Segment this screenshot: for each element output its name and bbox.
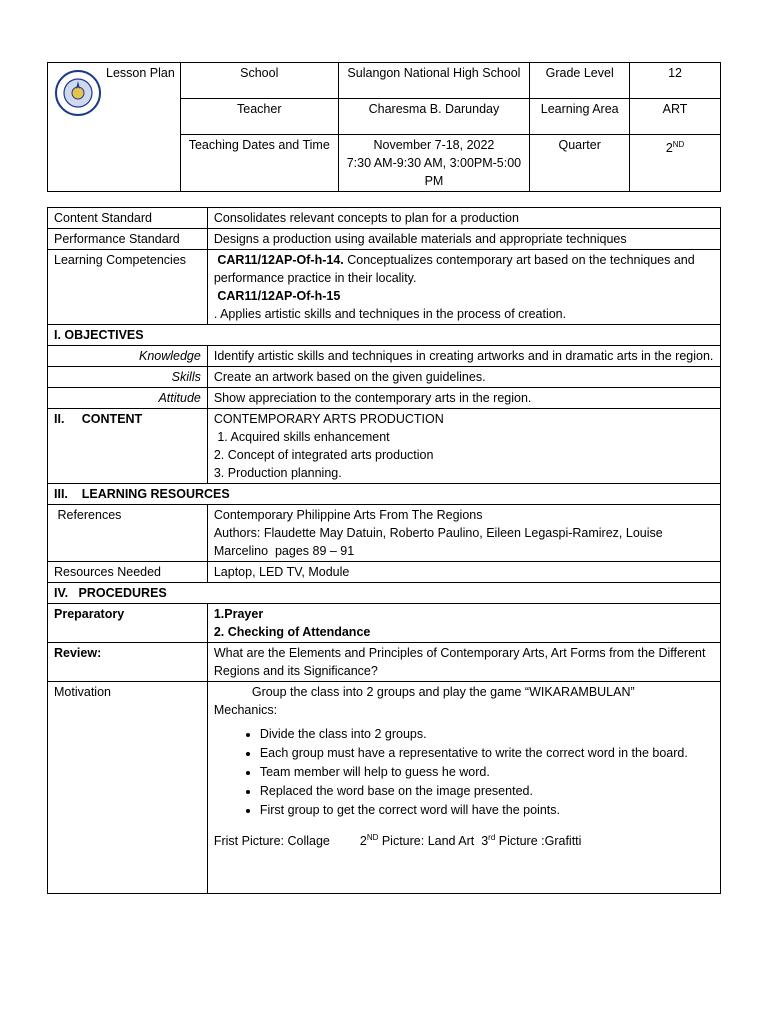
skills-value: Create an artwork based on the given guidelines. — [207, 367, 720, 388]
knowledge-label: Knowledge — [48, 346, 208, 367]
teacher-label: Teacher — [180, 99, 338, 135]
list-item: • First group to get the correct word will have the points. — [260, 801, 714, 819]
lesson-plan-cell — [48, 63, 181, 192]
deped-seal-icon — [54, 69, 102, 117]
grade-level-value: 12 — [630, 63, 721, 99]
learning-area-label: Learning Area — [530, 99, 630, 135]
motivation-label: Motivation — [48, 682, 208, 894]
resources-needed-value: Laptop, LED TV, Module — [207, 562, 720, 583]
content-value: CONTEMPORARY ARTS PRODUCTION 1. Acquired skills enhancement 2. Concept of integrated arts production 3. Production planning. — [207, 409, 720, 484]
dates-line: November 7-18, 2022 — [373, 138, 495, 152]
content-standard-value: Consolidates relevant concepts to plan for a production — [207, 208, 720, 229]
performance-standard-label: Performance Standard — [48, 229, 208, 250]
procedures-heading: IV. PROCEDURES — [48, 583, 721, 604]
header-table — [47, 62, 721, 192]
quarter-value: 2ND — [630, 135, 721, 192]
competency-code: CAR11/12AP-Of-h-15 — [217, 289, 341, 303]
teacher-value: Charesma B. Darunday — [338, 99, 530, 135]
review-label: Review: — [48, 643, 208, 682]
competencies-label: Learning Competencies — [48, 250, 208, 325]
skills-label: Skills — [48, 367, 208, 388]
preparatory-value: 1.Prayer 2. Checking of Attendance — [207, 604, 720, 643]
knowledge-value: Identify artistic skills and techniques in creating artworks and in dramatic arts in the region. — [207, 346, 720, 367]
list-item: • Replaced the word base on the image presented. — [260, 782, 714, 800]
attitude-value: Show appreciation to the contemporary arts in the region. — [207, 388, 720, 409]
pictures-line: Frist Picture: Collage 2ND Picture: Land Art 3rd Picture :Grafitti — [213, 833, 582, 849]
teaching-dates-value — [338, 135, 530, 192]
references-label: References — [48, 505, 208, 562]
quarter-label: Quarter — [530, 135, 630, 192]
list-item: • Each group must have a representative to write the correct word in the board. — [260, 744, 714, 762]
mechanics-list — [214, 725, 714, 819]
grade-level-label: Grade Level — [530, 63, 630, 99]
list-item: • Divide the class into 2 groups. — [260, 725, 714, 743]
resources-heading: III. LEARNING RESOURCES — [48, 484, 721, 505]
competency-code: CAR11/12AP-Of-h-14. — [217, 253, 344, 267]
time-line: 7:30 AM-9:30 AM, 3:00PM-5:00 PM — [346, 156, 522, 188]
resources-needed-label: Resources Needed — [48, 562, 208, 583]
attitude-label: Attitude — [48, 388, 208, 409]
content-standard-label: Content Standard — [48, 208, 208, 229]
references-value: Contemporary Philippine Arts From The Regions Authors: Flaudette May Datuin, Roberto Paulino, Eileen Legaspi-Ramirez, Louise Marcelino pages 89 – 91 — [207, 505, 720, 562]
objectives-heading: I. OBJECTIVES — [48, 325, 721, 346]
list-item: • Team member will help to guess he word. — [260, 763, 714, 781]
review-value: What are the Elements and Principles of Contemporary Arts, Art Forms from the Different Regions and its Significance? — [207, 643, 720, 682]
content-label: II. CONTENT — [48, 409, 208, 484]
school-value: Sulangon National High School — [338, 63, 530, 99]
competencies-value: CAR11/12AP-Of-h-14. Conceptualizes contemporary art based on the techniques and performance practice in their locality. CAR11/12AP-Of-h-15 . Applies artistic skills and techniques in the process of creation. — [207, 250, 720, 325]
teaching-dates-label: Teaching Dates and Time — [180, 135, 338, 192]
motivation-value — [207, 682, 720, 894]
lesson-table — [47, 207, 721, 894]
learning-area-value: ART — [630, 99, 721, 135]
motivation-intro: Group the class into 2 groups and play the game “WIKARAMBULAN” — [251, 685, 635, 699]
lesson-plan-label: Lesson Plan — [106, 66, 175, 80]
preparatory-label: Preparatory — [48, 604, 208, 643]
school-label: School — [180, 63, 338, 99]
mechanics-label: Mechanics: — [213, 703, 278, 717]
performance-standard-value: Designs a production using available materials and appropriate techniques — [207, 229, 720, 250]
